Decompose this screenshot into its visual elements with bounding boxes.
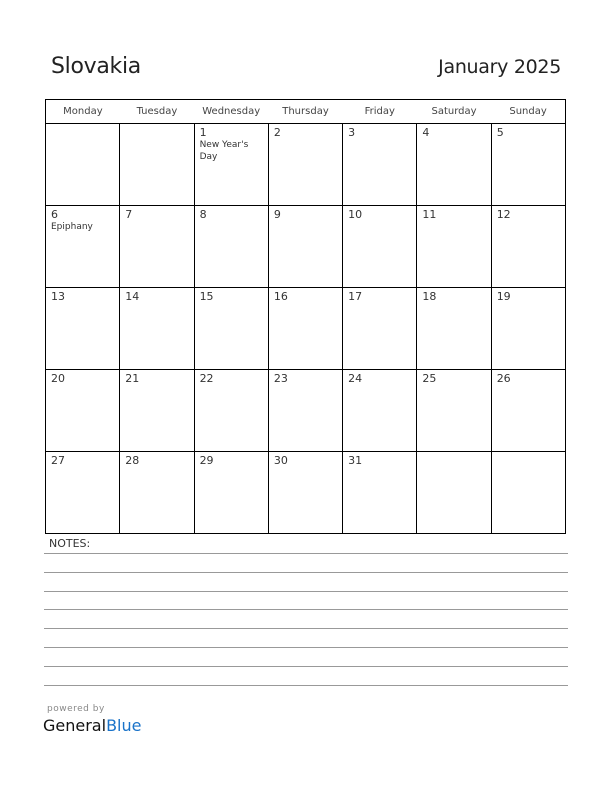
day-cell [417,288,491,370]
brand-general: General [43,716,107,735]
day-number: 29 [199,454,214,467]
weekday-wednesday: Wednesday [194,100,268,124]
weekday-header-row [46,100,566,124]
day-number: 14 [125,290,140,303]
day-cell [343,124,417,206]
holiday-label: Epiphany [51,222,93,232]
weekday-saturday: Saturday [417,100,491,124]
notes-label: NOTES: [49,537,91,550]
holiday-label: New Year's Day [199,140,249,162]
day-number: 28 [125,454,140,467]
day-cell [417,124,491,206]
generalblue-logo [43,716,141,735]
day-number: 1 [199,126,207,139]
day-number: 19 [496,290,511,303]
day-cell [268,206,342,288]
day-cell [268,124,342,206]
day-cell [194,206,268,288]
day-cell [491,288,565,370]
day-cell [343,206,417,288]
week-row [46,370,566,452]
day-number: 10 [348,208,363,221]
weekday-sunday: Sunday [491,100,565,124]
day-number: 16 [273,290,288,303]
day-cell [417,370,491,452]
day-number: 4 [422,126,430,139]
weekday-friday: Friday [343,100,417,124]
note-line [44,666,568,667]
note-line [44,647,568,648]
day-number: 18 [422,290,437,303]
day-cell [120,288,194,370]
day-number: 2 [273,126,281,139]
note-line [44,591,568,592]
day-cell [46,124,120,206]
note-line [44,685,568,686]
day-number: 25 [422,372,437,385]
day-number: 24 [348,372,363,385]
day-cell [120,206,194,288]
week-row [46,452,566,534]
day-number: 15 [199,290,214,303]
day-number: 27 [51,454,65,467]
day-number: 12 [496,208,511,221]
day-cell [194,370,268,452]
day-cell [194,452,268,534]
day-cell [46,370,120,452]
week-row [46,288,566,370]
day-number: 17 [348,290,363,303]
day-cell [120,452,194,534]
day-number: 6 [51,208,58,221]
day-cell [417,452,491,534]
day-cell [491,370,565,452]
day-cell [194,124,268,206]
day-number: 20 [51,372,65,385]
day-number: 11 [422,208,437,221]
day-cell [491,206,565,288]
day-cell [491,452,565,534]
day-cell [268,370,342,452]
week-row [46,124,566,206]
day-cell [120,124,194,206]
day-cell [343,370,417,452]
day-number: 3 [348,126,356,139]
day-number: 13 [51,290,65,303]
calendar-grid [45,99,566,534]
day-cell [343,288,417,370]
weekday-monday: Monday [46,100,120,124]
note-line [44,609,568,610]
brand-blue: Blue [106,716,142,735]
day-cell [491,124,565,206]
day-number: 23 [273,372,288,385]
note-line [44,572,568,573]
day-cell [194,288,268,370]
day-number: 31 [348,454,363,467]
day-cell [343,452,417,534]
day-number: 21 [125,372,140,385]
weekday-thursday: Thursday [268,100,342,124]
note-line [44,553,568,554]
powered-by-text: powered by [47,704,105,714]
day-number: 26 [496,372,511,385]
day-number: 8 [199,208,207,221]
day-cell [46,452,120,534]
day-cell [268,288,342,370]
day-number: 22 [199,372,214,385]
day-cell [46,206,120,288]
day-number: 7 [125,208,133,221]
month-year-title: January 2025 [438,56,561,78]
day-number: 30 [273,454,288,467]
week-row [46,206,566,288]
day-cell [120,370,194,452]
weekday-tuesday: Tuesday [120,100,194,124]
day-cell [268,452,342,534]
day-cell [417,206,491,288]
day-cell [46,288,120,370]
day-number: 9 [273,208,281,221]
day-number: 5 [496,126,504,139]
note-line [44,628,568,629]
country-title: Slovakia [51,54,141,79]
